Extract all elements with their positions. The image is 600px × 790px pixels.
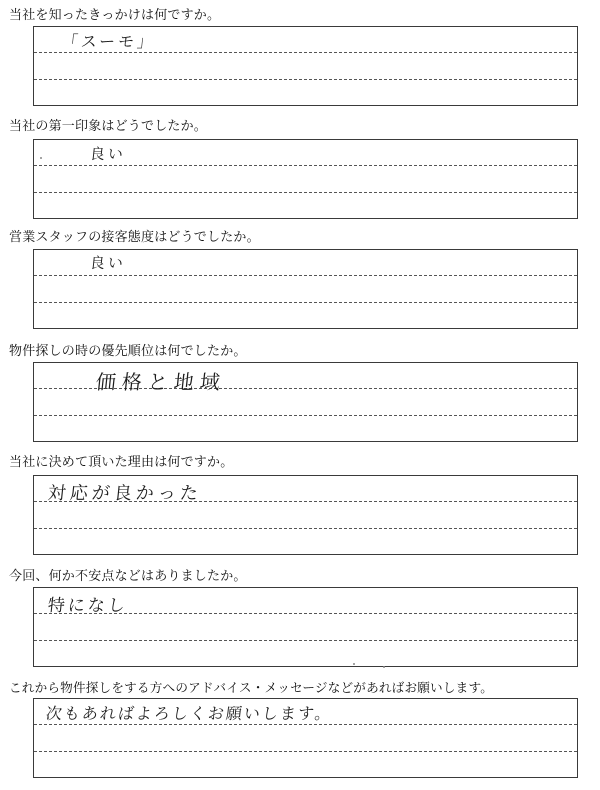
scan-speck — [383, 666, 385, 668]
answer-line — [34, 275, 577, 276]
answer-4: 価格と地域 — [94, 370, 228, 394]
answer-box-6 — [33, 587, 578, 667]
answer-box-7 — [33, 698, 578, 778]
answer-line — [34, 302, 577, 303]
question-5: 当社に決めて頂いた理由は何ですか。 — [9, 455, 234, 470]
answer-line — [34, 640, 577, 641]
question-3: 営業スタッフの接客態度はどうでしたか。 — [9, 230, 260, 245]
answer-line — [34, 79, 577, 80]
answer-5: 対応が良かった — [46, 483, 203, 504]
answer-line — [34, 751, 577, 752]
answer-line — [34, 165, 577, 166]
question-1: 当社を知ったきっかけは何ですか。 — [9, 8, 221, 23]
answer-box-2 — [33, 139, 578, 219]
answer-line — [34, 52, 577, 53]
scan-speck — [40, 157, 42, 159]
answer-line — [34, 528, 577, 529]
answer-box-5 — [33, 475, 578, 555]
scan-speck — [353, 663, 355, 665]
answer-line — [34, 724, 577, 725]
answer-box-3 — [33, 249, 578, 329]
answer-3: 良い — [89, 254, 127, 272]
answer-line — [34, 415, 577, 416]
answer-7: 次もあればよろしくお願いします。 — [44, 704, 334, 723]
answer-line — [34, 192, 577, 193]
answer-1: 「スーモ」 — [60, 32, 158, 51]
answer-box-4 — [33, 362, 578, 442]
question-6: 今回、何か不安点などはありましたか。 — [9, 569, 247, 584]
answer-box-1 — [33, 26, 578, 106]
question-4: 物件探しの時の優先順位は何でしたか。 — [9, 344, 247, 359]
answer-2: 良い — [89, 145, 127, 163]
question-7: これから物件探しをする方へのアドバイス・メッセージなどがあればお願いします。 — [9, 680, 494, 695]
question-2: 当社の第一印象はどうでしたか。 — [9, 119, 208, 134]
answer-6: 特になし — [46, 596, 129, 616]
